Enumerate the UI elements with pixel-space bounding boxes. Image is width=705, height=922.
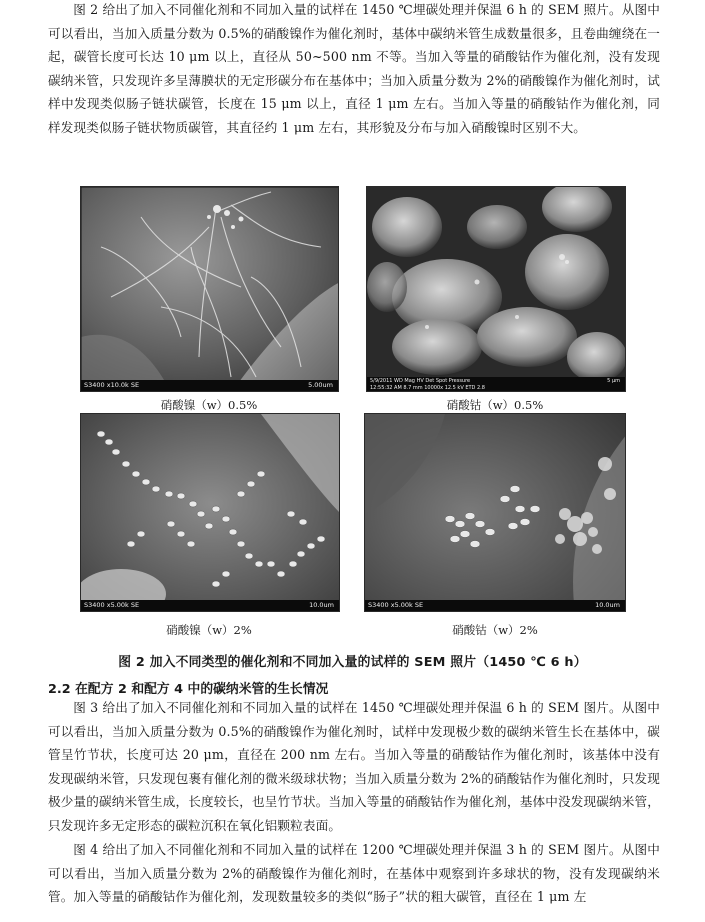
panel-caption-ni-2: 硝酸镍（w）2% — [166, 623, 252, 637]
panel-caption-co-0-5: 硝酸钴（w）0.5% — [446, 398, 544, 412]
sem-info-bar: S3400 x10.0k SE 5.00um — [81, 380, 338, 391]
paragraph-3: 图 4 给出了加入不同催化剂和不同加入量的试样在 1200 ℃埋碳处理并保温 3 h 的 SEM 图片。从图中可以看出，当加入质量分数为 2%的硝酸镍作为催化剂时，在基体中观察到许多球状的物，没有发现碳纳米管。加入等量的硝酸钴作为催化剂，发现数量较多的类似“肠子”状的粗大碳管，直径在 1 μm 左 — [48, 842, 660, 905]
sem-info-bar: S3400 x5.00k SE 10.0um — [365, 600, 625, 611]
sem-info-bar: 5/9/2011 WD Mag HV Det Spot Pressure 12:55:32 AM 8.7 mm 10000x 12.5 kV ETD 2.8 5 μm — [367, 377, 625, 391]
panel-caption-ni-0-5: 硝酸镍（w）0.5% — [160, 398, 258, 412]
sem-image-co-2 — [364, 413, 626, 612]
sem-image-ni-2 — [80, 413, 340, 612]
sem-info-bar: S3400 x5.00k SE 10.0um — [81, 600, 339, 611]
sem-image-ni-0-5 — [80, 186, 339, 392]
paragraph-2: 图 3 给出了加入不同催化剂和不同加入量的试样在 1450 ℃埋碳处理并保温 6 h 的 SEM 图片。从图中可以看出，当加入质量分数为 0.5%的硝酸镍作为催化剂时，试样中发现极少数的碳纳米管生长在基体中，碳管呈竹节状，长度可达 20 μm，直径在 200 nm 左右。当加入等量的硝酸钴作为催化剂时，该基体中没有发现碳纳米管，只发现包裹有催化剂的微米级球状物；当加入质量分数为 2%的硝酸钴作为催化剂时，只发现极少量的碳纳米管生成，长度较长，也呈竹节状。当加入等量的硝酸钴作为催化剂，基体中没发现碳纳米管，只发现许多无定形态的碳粒沉积在氧化铝颗粒表面。 — [48, 700, 660, 833]
figure-caption: 图 2 加入不同类型的催化剂和不同加入量的试样的 SEM 照片（1450 ℃ 6 h） — [118, 655, 587, 670]
panel-caption-co-2: 硝酸钴（w）2% — [452, 623, 538, 637]
section-heading: 2.2 在配方 2 和配方 4 中的碳纳米管的生长情况 — [48, 682, 329, 697]
paragraph-1: 图 2 给出了加入不同催化剂和不同加入量的试样在 1450 ℃埋碳处理并保温 6 h 的 SEM 照片。从图中可以看出，当加入质量分数为 0.5%的硝酸镍作为催化剂时，基体中碳纳米管生成数量很多，且卷曲缠绕在一起，碳管长度可长达 10 μm 以上，直径从 50~500 nm 不等。当加入等量的硝酸钴作为催化剂，没有发现碳纳米管，只发现许多呈薄膜状的无定形碳分布在基体中；当加入质量分数为 2%的硝酸镍作为催化剂时，试样中发现类似肠子链状碳管，长度在 15 μm 以上，直径 1 μm 左右。当加入等量的硝酸钴作为催化剂，同样发现类似肠子链状物质碳管，其直径约 1 μm 左右，其形貌及分布与加入硝酸镍时区别不大。 — [48, 2, 660, 135]
sem-image-co-0-5 — [366, 186, 626, 392]
